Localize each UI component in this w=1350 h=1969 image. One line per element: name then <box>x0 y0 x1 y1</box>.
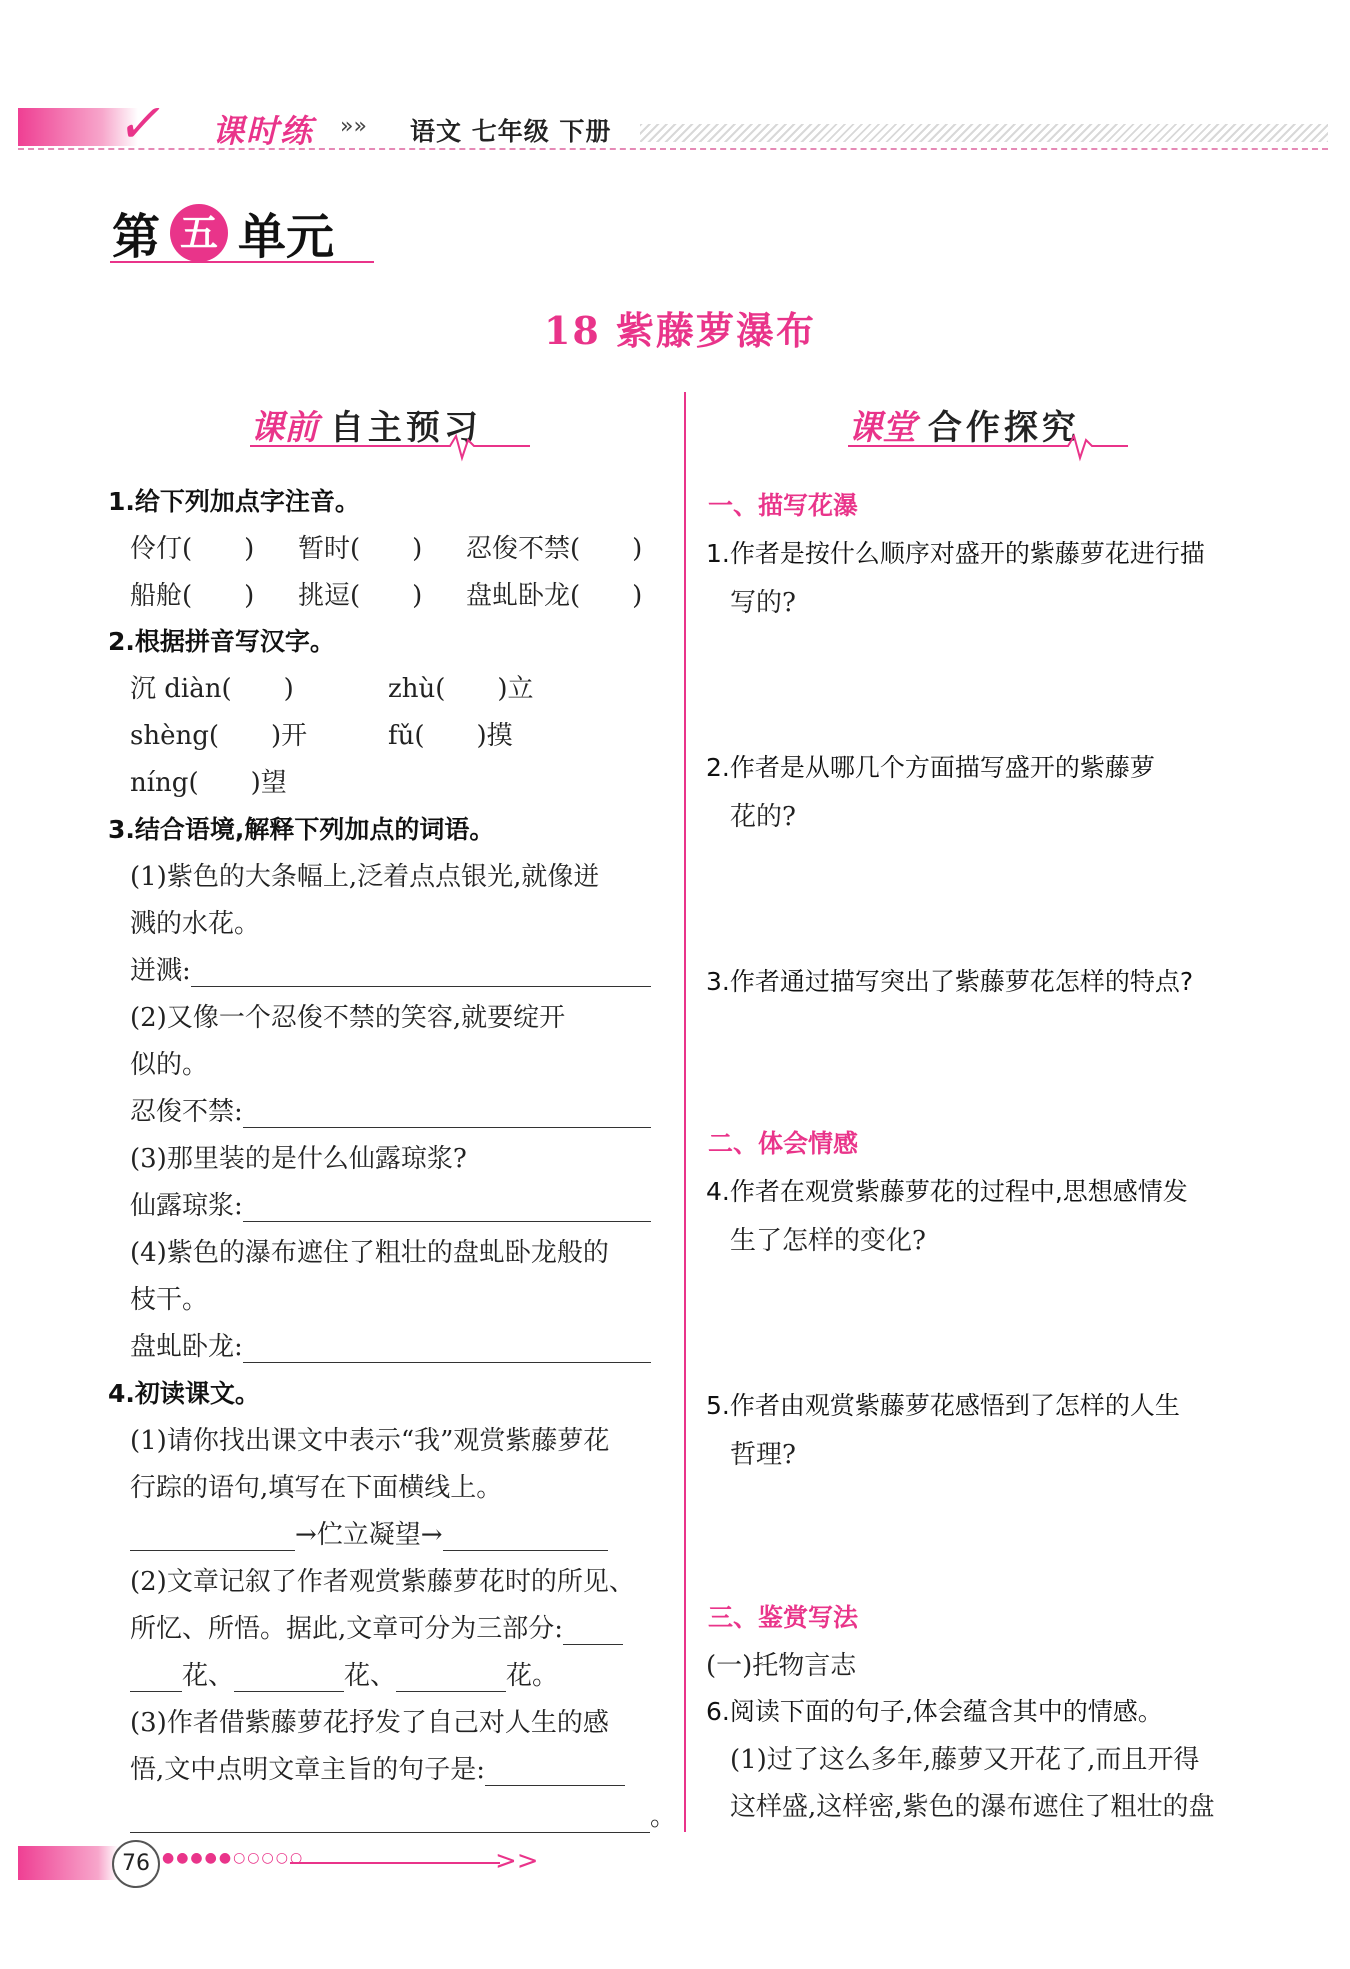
q4-text: 所忆、所悟。据此,文章可分为三部分: <box>130 1614 564 1644</box>
r-text: (1)过了这么多年,藤萝又开花了,而且开得 <box>730 1745 1200 1775</box>
r-question-cont: 写的? <box>730 588 796 618</box>
q4-text: (2)文章记叙了作者观赏紫藤萝花时的所见、 <box>130 1567 635 1597</box>
q4-text: (1)请你找出课文中表示“我”观赏紫藤萝花 <box>130 1426 610 1456</box>
q4-part: 花。 <box>506 1661 559 1691</box>
q3-sentence: 枝干。 <box>130 1285 209 1315</box>
q1-item: 暂时( ) <box>298 534 423 564</box>
header-hatch <box>640 124 1328 142</box>
q3-sentence: 似的。 <box>130 1050 209 1080</box>
footer-band <box>18 1846 118 1880</box>
r-question-cont: 哲理? <box>730 1440 796 1470</box>
logo-check-icon: ✓ <box>113 92 172 155</box>
page-number: 76 <box>112 1840 160 1888</box>
unit-title <box>112 198 334 267</box>
q3-label: 迸溅: <box>130 956 191 986</box>
unit-number-badge: 五 <box>170 204 228 262</box>
q3-answer-line[interactable] <box>130 1091 651 1128</box>
q4-final-line[interactable] <box>130 1796 676 1833</box>
right-section-pulse-icon <box>848 428 1128 464</box>
header-arrows: »» <box>340 114 367 139</box>
header-subject: 语文 七年级 下册 <box>410 117 612 146</box>
answer-blank[interactable] <box>234 1665 344 1692</box>
r-question: 3.作者通过描写突出了紫藤萝花怎样的特点? <box>706 967 1194 996</box>
unit-suffix: 单元 <box>238 209 335 265</box>
answer-blank[interactable] <box>191 960 651 987</box>
answer-blank[interactable] <box>130 1806 650 1833</box>
q3-label: 忍俊不禁: <box>130 1097 243 1127</box>
q4-text: 悟,文中点明文章主旨的句子是: <box>130 1755 486 1785</box>
q3-label: 盘虬卧龙: <box>130 1332 243 1362</box>
q3-sentence: (1)紫色的大条幅上,泛着点点银光,就像迸 <box>130 862 600 892</box>
q4-part: 花、 <box>182 1661 235 1691</box>
answer-blank[interactable] <box>396 1665 506 1692</box>
q4-title: 4.初读课文。 <box>108 1379 260 1408</box>
answer-blank[interactable] <box>563 1618 623 1645</box>
r-question: 2.作者是从哪几个方面描写盛开的紫藤萝 <box>706 753 1155 782</box>
q1-title: 1.给下列加点字注音。 <box>108 487 360 516</box>
q3-answer-line[interactable] <box>130 950 651 987</box>
q2-item: níng( )望 <box>130 768 287 798</box>
r-question-cont: 生了怎样的变化? <box>730 1226 926 1256</box>
answer-blank[interactable] <box>485 1759 625 1786</box>
r-subheading: (一)托物言志 <box>706 1651 857 1681</box>
q3-sentence: (3)那里装的是什么仙露琼浆? <box>130 1144 467 1174</box>
lesson-title: 18 紫藤萝瀑布 <box>543 308 817 353</box>
r-question: 5.作者由观赏紫藤萝花感悟到了怎样的人生 <box>706 1391 1180 1420</box>
q2-item: shèng( )开 <box>130 721 308 751</box>
unit-underline <box>110 261 374 263</box>
answer-blank[interactable] <box>443 1524 608 1551</box>
q3-sentence: 溅的水花。 <box>130 909 261 939</box>
q4-part: 花、 <box>344 1661 397 1691</box>
q3-title: 3.结合语境,解释下列加点的词语。 <box>108 815 495 844</box>
q4-route-line[interactable] <box>130 1514 608 1551</box>
q2-title: 2.根据拼音写汉字。 <box>108 627 335 656</box>
r-question: 6.阅读下面的句子,体会蕴含其中的情感。 <box>706 1697 1163 1726</box>
r-question: 1.作者是按什么顺序对盛开的紫藤萝花进行描 <box>706 539 1205 568</box>
q3-answer-line[interactable] <box>130 1185 651 1222</box>
right-section-pink: 课堂 <box>848 408 916 448</box>
q4-text: (3)作者借紫藤萝花抒发了自己对人生的感 <box>130 1708 609 1738</box>
right-section-black: 合作探究 <box>927 408 1080 448</box>
q4-text: 行踪的语句,填写在下面横线上。 <box>130 1473 503 1503</box>
q4-text-with-blank[interactable] <box>130 1608 623 1645</box>
logo-text: 课时练 <box>212 112 315 150</box>
q3-sentence: (2)又像一个忍俊不禁的笑容,就要绽开 <box>130 1003 566 1033</box>
q4-text-with-blank[interactable] <box>130 1749 625 1786</box>
q1-item: 船舱( ) <box>130 581 255 611</box>
q4-route-mid: →伫立凝望→ <box>295 1520 443 1550</box>
left-section-black: 自主预习 <box>329 408 482 448</box>
q2-item: fǔ( )摸 <box>388 721 513 751</box>
r-question-cont: 花的? <box>730 802 796 832</box>
q2-item: 沉 diàn( ) <box>130 674 294 704</box>
answer-blank[interactable] <box>130 1524 295 1551</box>
footer-line <box>290 1862 500 1864</box>
right-subsection-3: 三、鉴赏写法 <box>708 1603 859 1632</box>
unit-prefix: 第 <box>112 209 161 265</box>
q4-parts-line[interactable] <box>130 1655 558 1692</box>
r-question: 4.作者在观赏紫藤萝花的过程中,思想感情发 <box>706 1177 1188 1206</box>
r-text: 这样盛,这样密,紫色的瀑布遮住了粗壮的盘 <box>730 1792 1215 1822</box>
answer-blank[interactable] <box>243 1336 651 1363</box>
q3-sentence: (4)紫色的瀑布遮住了粗壮的盘虬卧龙般的 <box>130 1238 609 1268</box>
q1-item: 盘虬卧龙( ) <box>466 581 643 611</box>
footer-dots: ●●●●●○○○○○ <box>162 1850 305 1866</box>
q1-item: 忍俊不禁( ) <box>466 534 643 564</box>
answer-blank[interactable] <box>130 1665 182 1692</box>
left-section-pulse-icon <box>250 428 530 464</box>
q3-label: 仙露琼浆: <box>130 1191 243 1221</box>
q4-period: 。 <box>650 1802 677 1832</box>
answer-blank[interactable] <box>243 1101 651 1128</box>
q2-item: zhù( )立 <box>388 674 534 704</box>
left-section-pink: 课前 <box>250 408 318 448</box>
column-divider <box>684 392 686 1832</box>
footer-arrow-icon: >> <box>495 1846 539 1876</box>
right-subsection-2: 二、体会情感 <box>708 1129 859 1158</box>
right-subsection-1: 一、描写花瀑 <box>708 491 859 520</box>
q1-item: 伶仃( ) <box>130 534 255 564</box>
q1-item: 挑逗( ) <box>298 581 423 611</box>
q3-answer-line[interactable] <box>130 1326 651 1363</box>
answer-blank[interactable] <box>243 1195 651 1222</box>
